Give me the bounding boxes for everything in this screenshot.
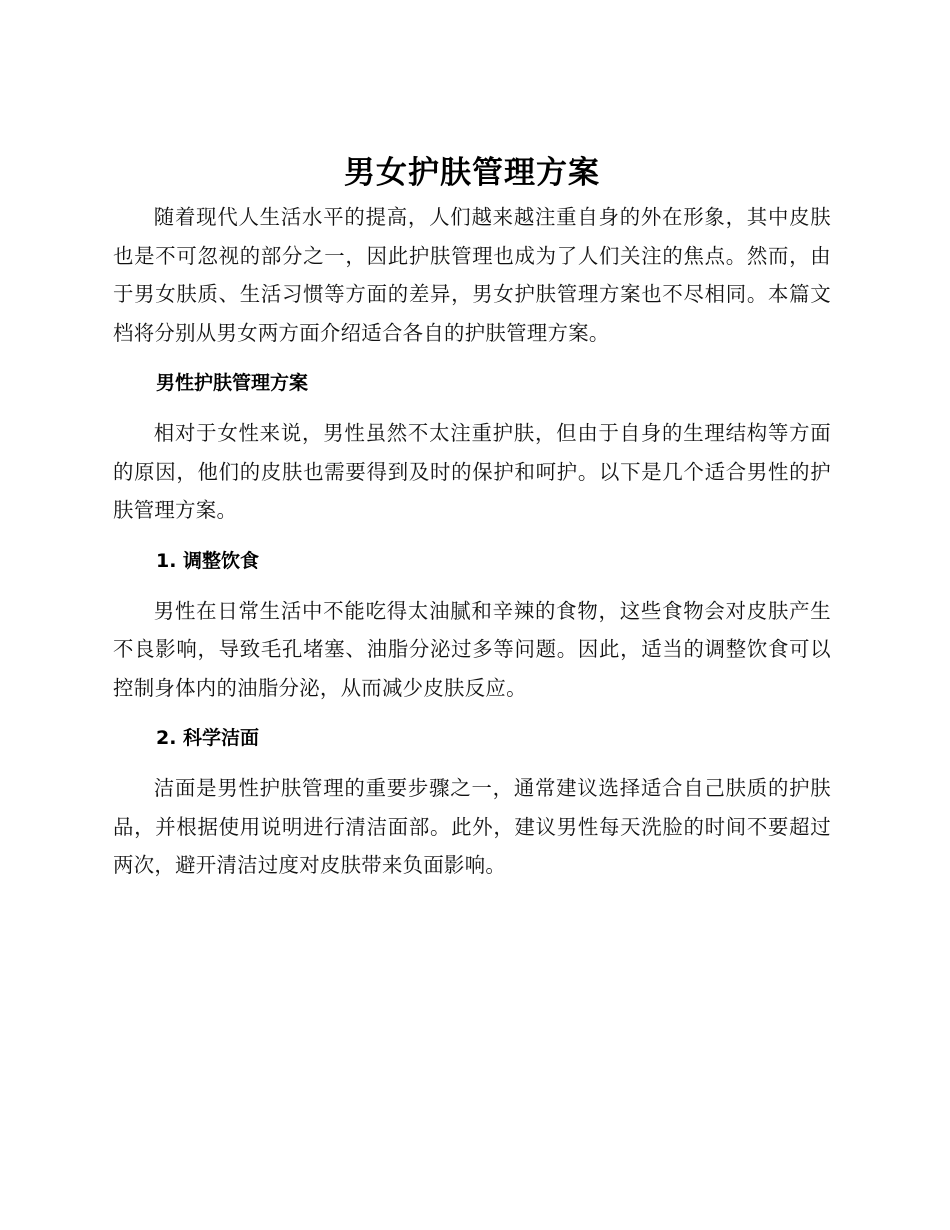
intro-paragraph: 随着现代人生活水平的提高，人们越来越注重自身的外在形象，其中皮肤也是不可忽视的部分之一，因此护肤管理也成为了人们关注的焦点。然而，由于男女肤质、生活习惯等方面的差异，男女护肤管理方案也不尽相同。本篇文档将分别从男女两方面介绍适合各自的护肤管理方案。 [113, 205, 831, 345]
section-paragraph-male-skincare: 相对于女性来说，男性虽然不太注重护肤，但由于自身的生理结构等方面的原因，他们的皮肤也需要得到及时的保护和呵护。以下是几个适合男性的护肤管理方案。 [113, 421, 831, 522]
section-heading-diet: 1. 调整饮食 [156, 549, 260, 572]
section-heading-male-skincare: 男性护肤管理方案 [156, 372, 309, 394]
document-content [113, 148, 831, 885]
section-heading-cleansing: 2. 科学洁面 [156, 727, 260, 749]
document-title: 男女护肤管理方案 [344, 155, 600, 191]
section-paragraph-diet: 男性在日常生活中不能吃得太油腻和辛辣的食物，这些食物会对皮肤产生不良影响，导致毛孔堵塞、油脂分泌过多等问题。因此，适当的调整饮食可以控制身体内的油脂分泌，从而减少皮肤反应。 [113, 598, 831, 700]
section-paragraph-cleansing: 洁面是男性护肤管理的重要步骤之一，通常建议选择适合自己肤质的护肤品，并根据使用说明进行清洁面部。此外，建议男性每天洗脸的时间不要超过两次，避开清洁过度对皮肤带来负面影响。 [113, 776, 831, 877]
